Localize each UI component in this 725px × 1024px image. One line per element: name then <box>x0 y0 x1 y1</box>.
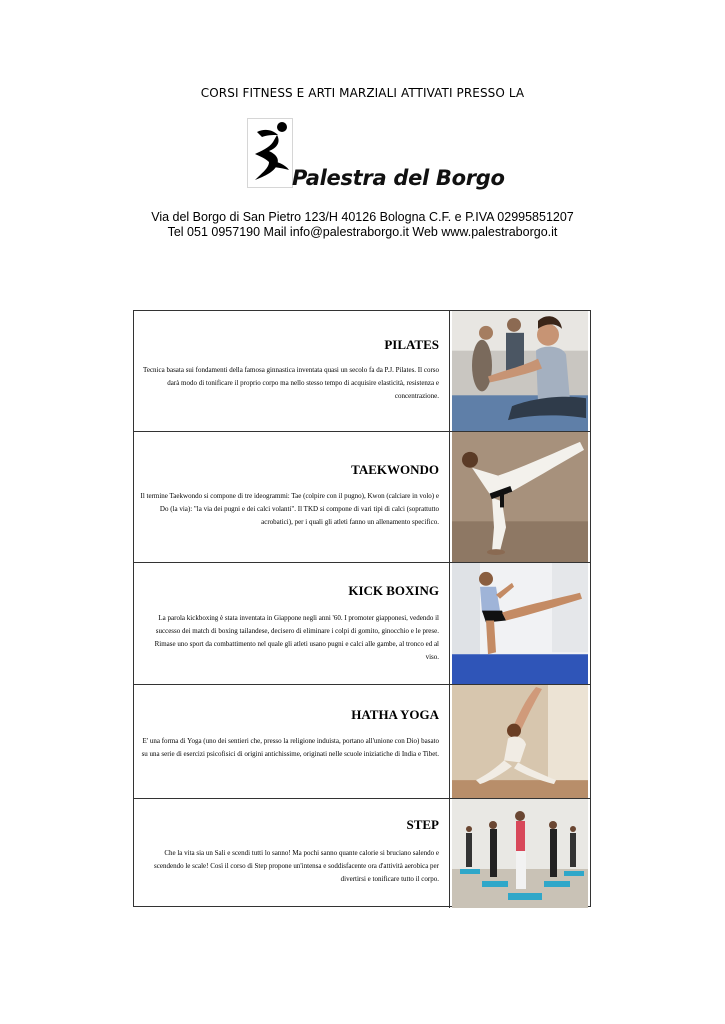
course-title: KICK BOXING <box>348 583 439 598</box>
course-description: La parola kickboxing è stata inventata in Giappone negli anni '60. I promoter giapponesi, vedendo il successo dei match di boxing tailandese, decisero di eliminare i colpi di gomito, ginocchio e le prese. Rimase uno sport da combattimento nel quale gli atleti usano pugni e calci alle gambe, al tronco ed al viso. <box>154 614 439 661</box>
course-description: Che la vita sia un Sali e scendi tutti lo sanno! Ma pochi sanno quante calorie si bruciano salendo e scendendo le scale! Così il corso di Step propone un'intensa e soddisfacente ora d'attività aerobica per divertirsi e tonificare tutto il corpo. <box>154 849 439 883</box>
course-text-cell <box>134 685 450 798</box>
course-description: E' una forma di Yoga (uno dei sentieri che, presso la religione induista, portano all'unione con Dio) basato su una serie di esercizi psicofisici di origini antichissime, originati nelle scuole iniziatiche di India e Tibet. <box>141 737 439 758</box>
course-description: Tecnica basata sui fondamenti della famosa ginnastica inventata quasi un secolo fa da P.J. Pilates. Il corso darà modo di tonificare il proprio corpo ma nello stesso tempo di acquisire elasticità, resistenza e concentrazione. <box>143 366 439 400</box>
page-title: CORSI FITNESS E ARTI MARZIALI ATTIVATI PRESSO LA <box>200 86 525 100</box>
pilates-class-photo <box>452 311 588 431</box>
contact-info <box>0 210 725 240</box>
course-text-cell <box>134 563 450 684</box>
course-text-cell <box>134 311 450 431</box>
course-row-step <box>134 799 590 908</box>
taekwondo-kick-photo <box>452 432 588 562</box>
course-row-taekwondo <box>134 432 590 563</box>
yoga-pose-photo <box>452 685 588 798</box>
course-row-hatha-yoga <box>134 685 590 799</box>
contact-line: Tel 051 0957190 Mail info@palestraborgo.it Web www.palestraborgo.it <box>167 225 558 239</box>
step-class-photo <box>452 799 588 908</box>
course-row-kickboxing <box>134 563 590 685</box>
courses-table <box>133 310 591 907</box>
course-title: STEP <box>406 817 439 832</box>
course-title: TAEKWONDO <box>351 462 439 477</box>
gym-logo <box>247 118 293 188</box>
kickboxing-photo <box>452 563 588 684</box>
course-title: HATHA YOGA <box>351 707 439 722</box>
course-title: PILATES <box>384 337 439 352</box>
course-text-cell <box>134 432 450 562</box>
brand-name: Palestra del Borgo <box>292 166 505 190</box>
address-line: Via del Borgo di San Pietro 123/H 40126 Bologna C.F. e P.IVA 02995851207 <box>151 210 574 224</box>
course-text-cell <box>134 799 450 908</box>
course-row-pilates <box>134 311 590 432</box>
course-description: Il termine Taekwondo si compone di tre ideogrammi: Tae (colpire con il pugno), Kwon (calciare in volo) e Do (la via): "la via dei pugni e dei calci volanti". Il TKD si compone di vari tipi di calci (soprattutto acrobatici), per i quali gli atleti fanno un allenamento specifico. <box>140 492 439 526</box>
